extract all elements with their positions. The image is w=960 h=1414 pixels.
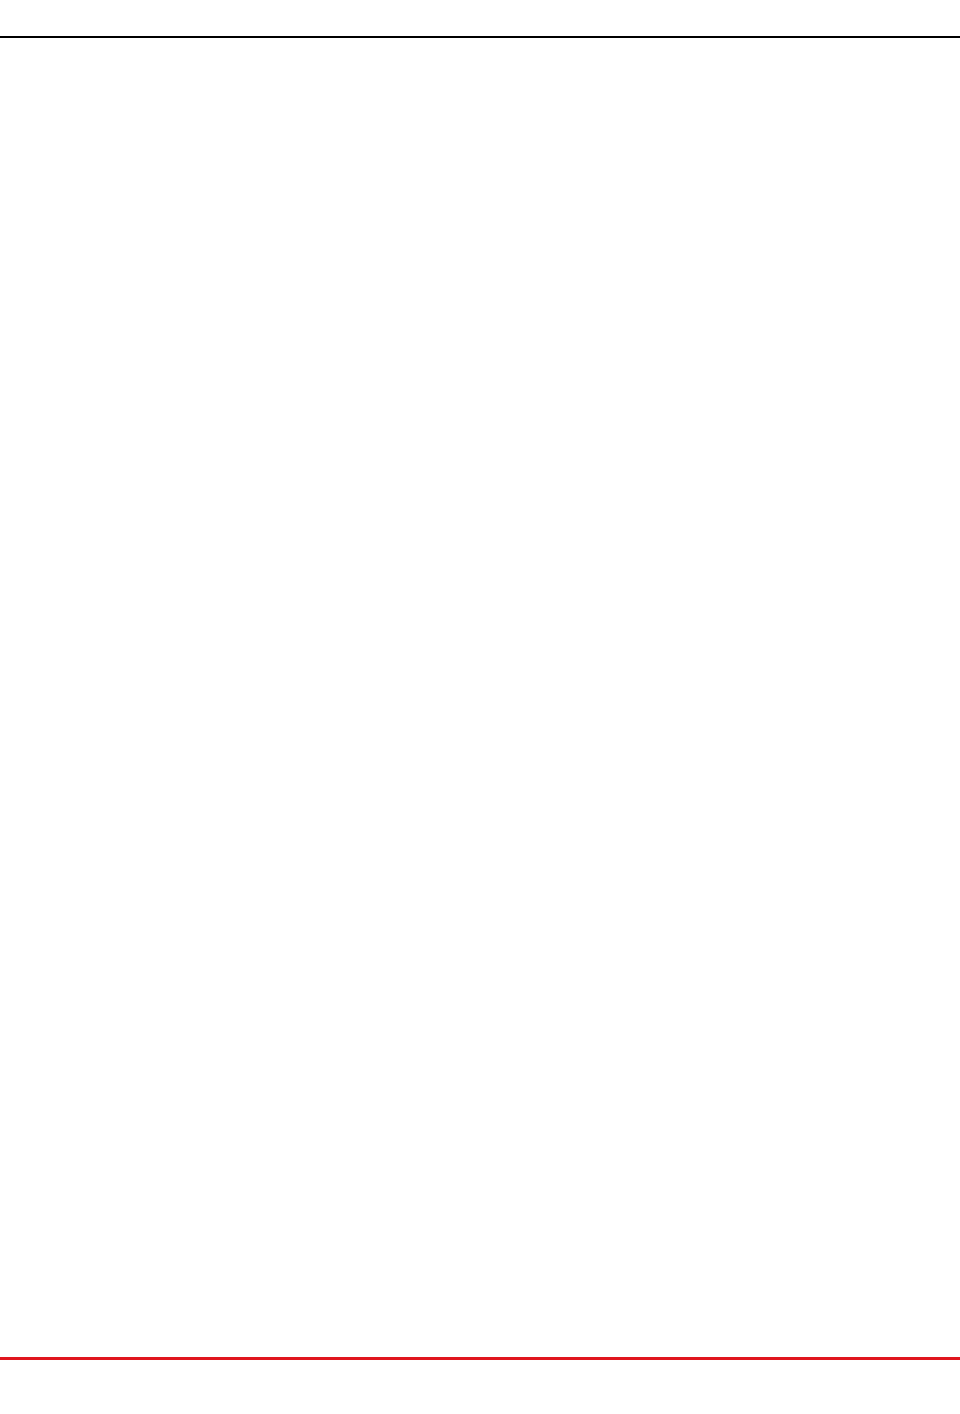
footer-rule xyxy=(0,1357,960,1360)
price-list-page xyxy=(0,0,960,40)
table-header xyxy=(0,0,960,38)
footer-printed xyxy=(950,1375,958,1390)
